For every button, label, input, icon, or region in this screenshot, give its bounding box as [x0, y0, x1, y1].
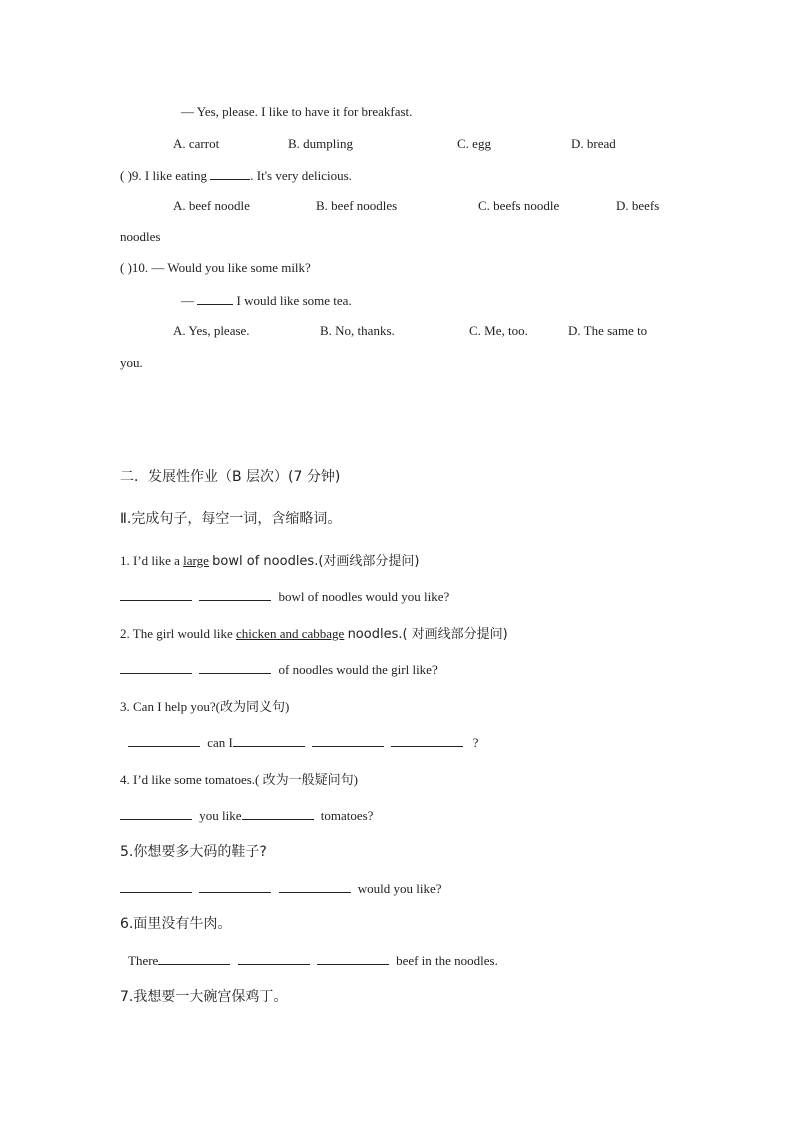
q9-option-c: C. beefs noodle	[478, 198, 560, 213]
q8-option-a: A. carrot	[173, 136, 220, 151]
q6-blank-1	[158, 952, 230, 965]
q7-stem: 7.我想要一大碗宫保鸡丁。	[120, 989, 288, 1005]
q2-stem-b: noodles.( 对画线部分提问)	[347, 627, 508, 642]
q10-stem	[120, 260, 311, 276]
q5-blank-2	[199, 880, 271, 893]
q5-stem: 5.你想要多大码的鞋子?	[120, 844, 267, 860]
q10-option-c: C. Me, too.	[469, 323, 528, 338]
q4-blank-1	[120, 807, 192, 820]
q2-underlined: chicken and cabbage	[236, 626, 345, 641]
q9-stem-b: . It's very delicious.	[250, 168, 352, 183]
q6-stem: 6.面里没有牛肉。	[120, 916, 232, 932]
q6-answer-b: beef in the noodles.	[396, 953, 498, 968]
q6-answer-a: There	[128, 953, 159, 968]
q2-answer-text: of noodles would the girl like?	[278, 662, 438, 677]
q6-answer	[128, 952, 498, 969]
q9-option-d: D. beefs	[616, 198, 660, 213]
q5-answer	[120, 880, 442, 897]
q2-blank-2	[199, 661, 271, 674]
q5-blank-1	[120, 880, 192, 893]
q10-blank	[197, 292, 233, 305]
q9-paren: ( )	[120, 168, 132, 183]
q3-answer-b: ?	[472, 735, 479, 750]
q10-reply-text: I would like some tea.	[236, 293, 352, 308]
q8-option-b: B. dumpling	[288, 136, 354, 151]
q1-underlined: large	[183, 553, 209, 568]
q9-option-a: A. beef noodle	[173, 198, 250, 213]
q10-reply-dash: —	[181, 293, 194, 308]
q1-stem-a: 1. I’d like a	[120, 553, 180, 568]
q9-stem	[120, 167, 352, 184]
q4-blank-2	[242, 807, 314, 820]
q1-answer	[120, 588, 449, 605]
q1-blank-2	[199, 588, 271, 601]
q9-option-wrap: noodles	[120, 229, 161, 244]
q5-answer-text: would you like?	[357, 881, 442, 896]
q1-answer-text: bowl of noodles would you like?	[278, 589, 450, 604]
q8-answer-line: — Yes, please. I like to have it for breakfast.	[181, 104, 413, 119]
q3-blank-2	[233, 734, 305, 747]
q3-blank-4	[391, 734, 463, 747]
q3-stem: 3. Can I help you?(改为同义句)	[120, 699, 290, 714]
q3-blank-1	[128, 734, 200, 747]
q9-option-b: B. beef noodles	[316, 198, 398, 213]
q4-stem: 4. I’d like some tomatoes.( 改为一般疑问句)	[120, 772, 358, 787]
q10-reply	[181, 292, 352, 309]
q4-answer	[120, 807, 373, 824]
q1-blank-1	[120, 588, 192, 601]
q2-stem-a: 2. The girl would like	[120, 626, 233, 641]
q4-answer-b: tomatoes?	[320, 808, 374, 823]
section-instruction: Ⅱ.完成句子，每空一词，含缩略词。	[120, 511, 342, 527]
q8-option-c: C. egg	[457, 136, 491, 151]
q2-answer	[120, 661, 438, 678]
q6-blank-2	[238, 952, 310, 965]
q10-option-a: A. Yes, please.	[173, 323, 250, 338]
q1-stem-b: bowl of noodles.(对画线部分提问)	[212, 554, 420, 569]
q5-blank-3	[279, 880, 351, 893]
q10-stem-text: 10. — Would you like some milk?	[131, 260, 311, 275]
q9-stem-a: 9. I like eating	[131, 168, 208, 183]
q3-blank-3	[312, 734, 384, 747]
q8-option-d: D. bread	[571, 136, 616, 151]
q10-option-b: B. No, thanks.	[320, 323, 395, 338]
q4-answer-a: you like	[199, 808, 242, 823]
q10-option-d: D. The same to	[568, 323, 648, 338]
part2-heading: 二．发展性作业（B 层次）(7 分钟)	[120, 469, 341, 485]
q10-option-wrap: you.	[120, 355, 143, 370]
q10-paren: ( )	[120, 260, 132, 275]
q3-answer	[128, 734, 478, 751]
q2-blank-1	[120, 661, 192, 674]
q9-blank	[210, 167, 250, 180]
q2-stem	[120, 626, 508, 643]
q3-answer-a: can I	[207, 735, 233, 750]
q6-blank-3	[317, 952, 389, 965]
q1-stem	[120, 553, 419, 570]
